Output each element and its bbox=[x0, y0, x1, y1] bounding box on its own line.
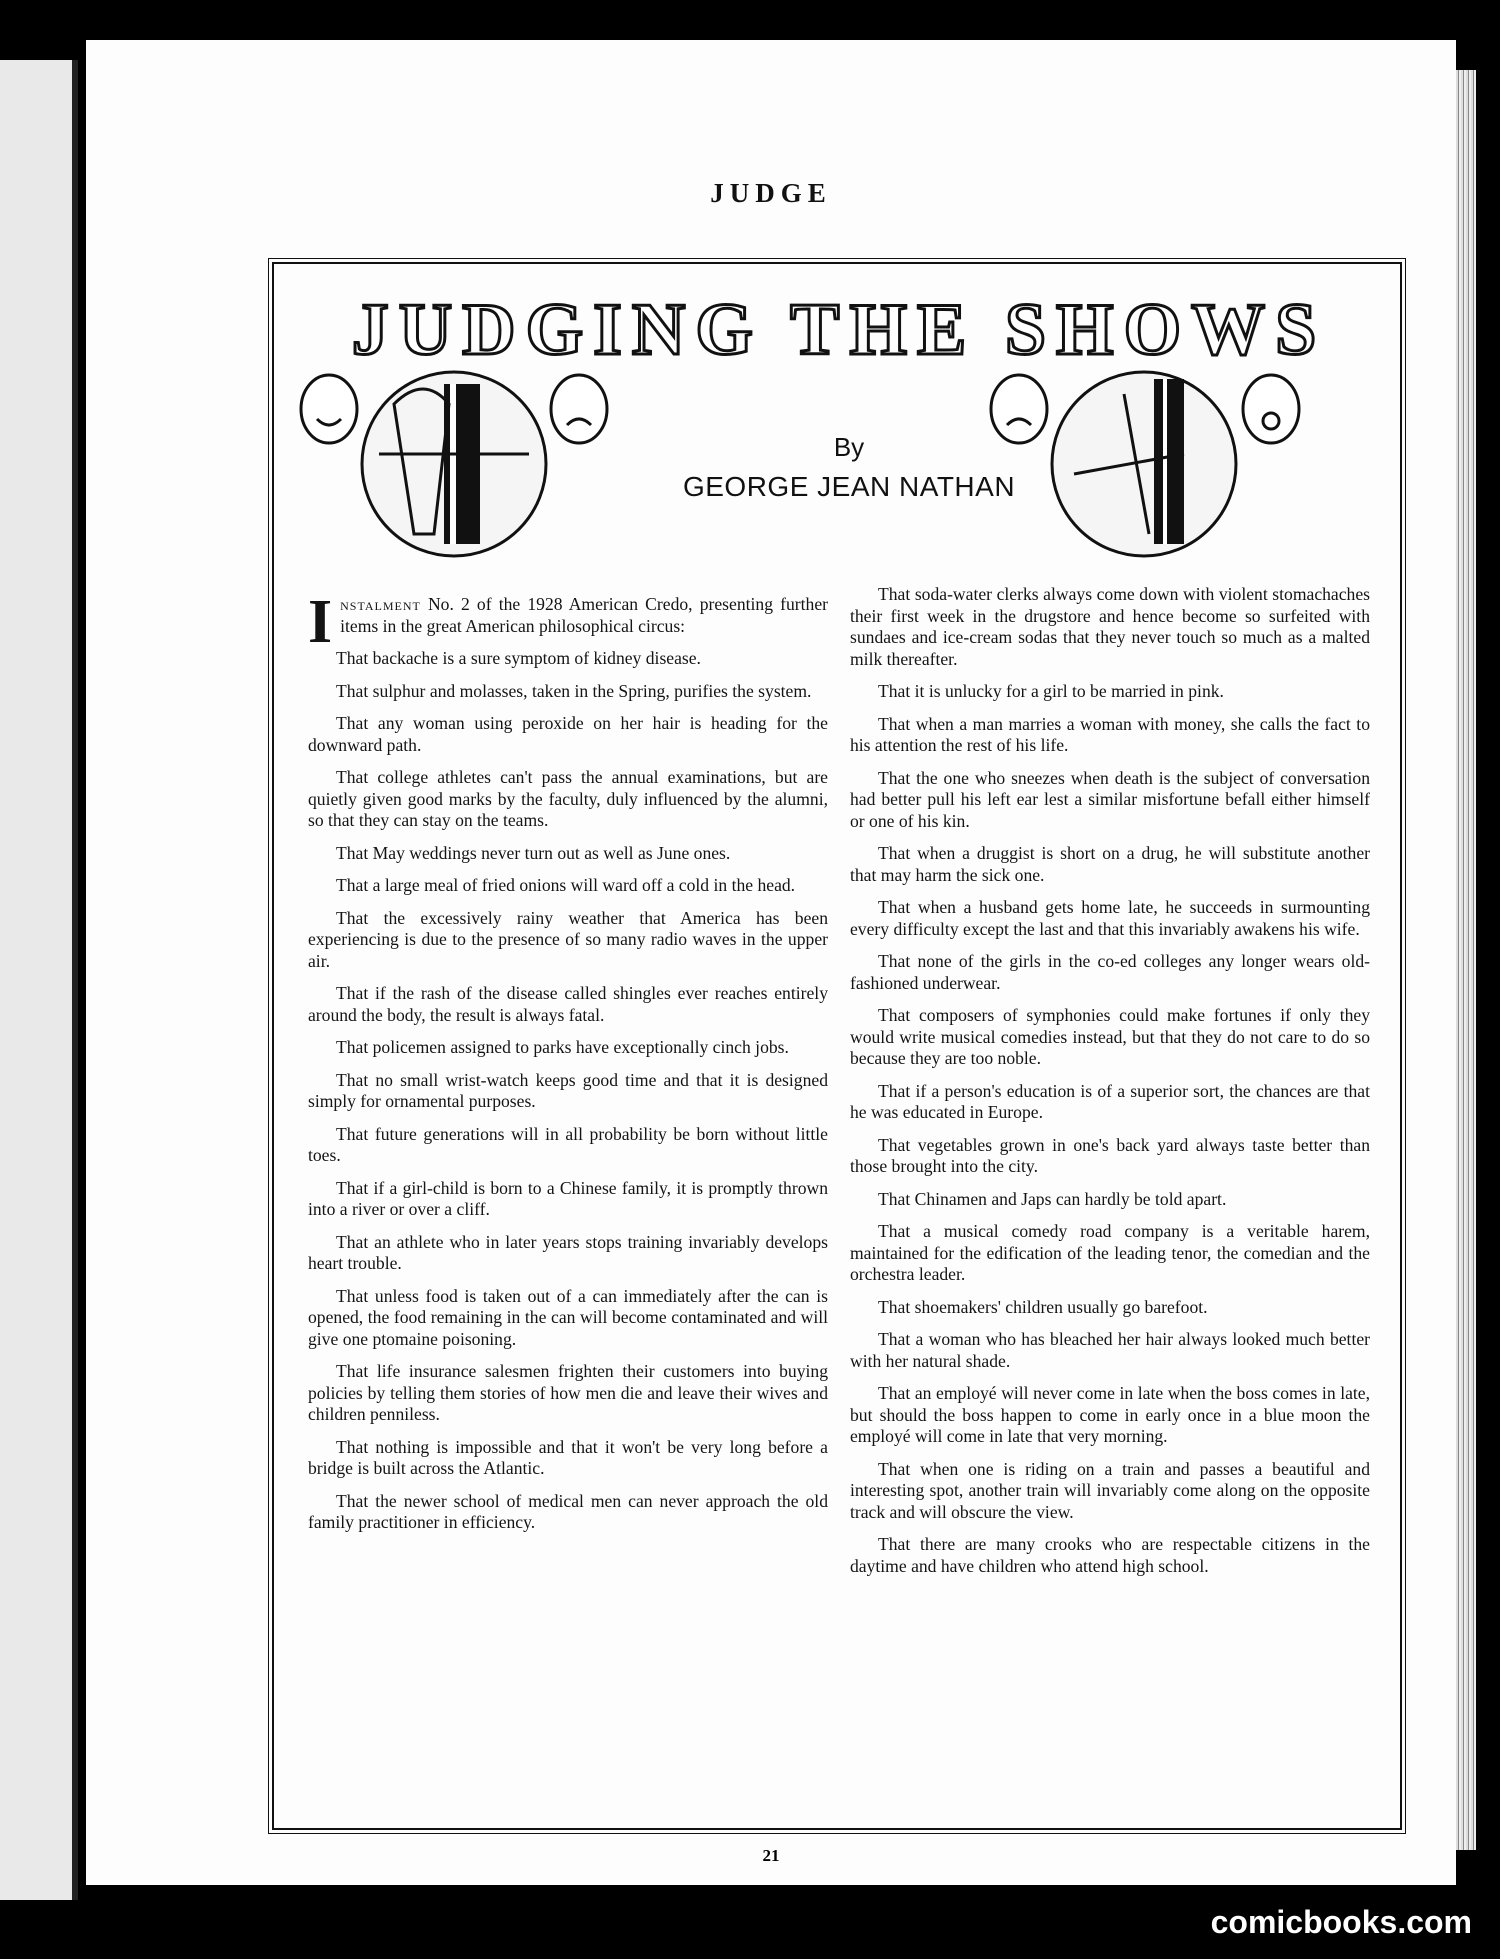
credo-paragraph: That any woman using peroxide on her hair is heading for the downward path. bbox=[308, 713, 828, 755]
credo-paragraph: That if a person's education is of a superior sort, the chances are that he was educated in Europe. bbox=[850, 1080, 1370, 1122]
credo-paragraph: That when one is riding on a train and passes a beautiful and interesting spot, another train will invariably come along on the opposite track and will obscure the view. bbox=[850, 1458, 1370, 1522]
right-paragraph-list bbox=[850, 584, 1370, 1577]
credo-paragraph: That shoemakers' children usually go barefoot. bbox=[878, 1296, 1208, 1317]
credo-paragraph: That college athletes can't pass the annual examinations, but are quietly given good marks by the faculty, duly influenced by the alumni, so that they can stay on the teams. bbox=[308, 767, 828, 830]
byline-by: By bbox=[833, 432, 865, 462]
byline-author: GEORGE JEAN NATHAN bbox=[682, 471, 1016, 502]
credo-paragraph: That a musical comedy road company is a veritable harem, maintained for the edification of the leading tenor, the comedian and the orchestra leader. bbox=[850, 1221, 1370, 1284]
right-theatre-medallion bbox=[1052, 372, 1236, 556]
credo-paragraph: That the excessively rainy weather that America has been experiencing is due to the presence of so many radio waves in the upper air. bbox=[308, 907, 828, 971]
watermark: comicbooks.com bbox=[1210, 1904, 1472, 1940]
credo-paragraph: That sulphur and molasses, taken in the Spring, purifies the system. bbox=[336, 680, 812, 701]
page-stack-edge bbox=[1456, 70, 1476, 1850]
article-frame bbox=[272, 262, 1402, 1830]
credo-paragraph: That an athlete who in later years stops training invariably develops heart trouble. bbox=[308, 1231, 828, 1273]
right-column bbox=[850, 584, 1370, 1588]
credo-paragraph: That none of the girls in the co-ed colleges any longer wears old-fashioned underwear. bbox=[850, 951, 1370, 993]
page-number: 21 bbox=[762, 1846, 780, 1865]
credo-paragraph: That it is unlucky for a girl to be married in pink. bbox=[878, 681, 1224, 701]
credo-paragraph: That the one who sneezes when death is the subject of conversation had better pull his left ear lest a similar misfortune befall either himself or one of his kin. bbox=[850, 767, 1370, 831]
dropcap: I bbox=[308, 588, 333, 656]
credo-paragraph: That vegetables grown in one's back yard always taste better than those brought into the city. bbox=[850, 1134, 1370, 1176]
credo-paragraph: That soda-water clerks always come down with violent stomachaches their first week in the drugstore and hence become so surfeited with sundaes and ice-cream sodas that they never touch so much as a malted milk thereafter. bbox=[850, 584, 1370, 669]
credo-paragraph: That May weddings never turn out as well as June ones. bbox=[336, 842, 731, 863]
left-theatre-medallion bbox=[362, 372, 546, 556]
left-paragraph-list bbox=[308, 648, 828, 1534]
lead-text: No. 2 of the 1928 American Credo, presenting further items in the great American philosophical circus: bbox=[340, 594, 828, 636]
lead-paragraph bbox=[308, 588, 828, 656]
credo-paragraph: That an employé will never come in late when the boss comes in late, but should the boss happen to come in early once in a blue moon the employé will come in late that very morning. bbox=[850, 1383, 1370, 1446]
credo-paragraph: That unless food is taken out of a can immediately after the can is opened, the food remaining in the can will become contaminated and will give one ptomaine poisoning. bbox=[308, 1285, 828, 1349]
title-illustration bbox=[274, 264, 1404, 564]
credo-paragraph: That if a girl-child is born to a Chinese family, it is promptly thrown into a river or over a cliff. bbox=[308, 1177, 828, 1219]
byline bbox=[664, 432, 1034, 503]
credo-paragraph: That when a druggist is short on a drug, he will substitute another that may harm the sick one. bbox=[850, 843, 1370, 885]
credo-paragraph: That a large meal of fried onions will ward off a cold in the head. bbox=[336, 875, 796, 895]
credo-paragraph: That composers of symphonies could make fortunes if only they would write musical comedies instead, but that they do not care to do so because they are too noble. bbox=[850, 1005, 1370, 1068]
credo-paragraph: That future generations will in all probability be born without little toes. bbox=[308, 1123, 828, 1165]
magazine-page bbox=[86, 40, 1456, 1885]
left-page-edge bbox=[0, 60, 78, 1900]
credo-paragraph: That no small wrist-watch keeps good time and that it is designed simply for ornamental purposes. bbox=[308, 1069, 828, 1111]
credo-paragraph: That the newer school of medical men can never approach the old family practitioner in efficiency. bbox=[308, 1490, 828, 1532]
credo-paragraph: That nothing is impossible and that it won't be very long before a bridge is built across the Atlantic. bbox=[308, 1436, 828, 1478]
title-lettering: JUDGING THE SHOWS bbox=[351, 289, 1327, 371]
credo-paragraph: That when a husband gets home late, he succeeds in surmounting every difficulty except the last and that this invariably awakens his wife. bbox=[850, 897, 1370, 939]
credo-paragraph: That when a man marries a woman with money, she calls the fact to his attention the rest of his life. bbox=[850, 713, 1370, 755]
credo-paragraph: That if the rash of the disease called shingles ever reaches entirely around the body, the result is always fatal. bbox=[308, 983, 828, 1025]
credo-paragraph: That backache is a sure symptom of kidney disease. bbox=[336, 648, 701, 668]
credo-paragraph: That life insurance salesmen frighten their customers into buying policies by telling them stories of how men die and leave their wives and children penniless. bbox=[308, 1361, 828, 1424]
running-head: JUDGE bbox=[710, 178, 832, 208]
credo-paragraph: That a woman who has bleached her hair always looked much better with her natural shade. bbox=[850, 1329, 1370, 1371]
credo-paragraph: That Chinamen and Japs can hardly be told apart. bbox=[878, 1188, 1227, 1209]
left-column bbox=[308, 588, 828, 1545]
lead-smallcaps: nstalment bbox=[340, 594, 421, 614]
credo-paragraph: That there are many crooks who are respectable citizens in the daytime and have children who attend high school. bbox=[850, 1534, 1370, 1576]
credo-paragraph: That policemen assigned to parks have exceptionally cinch jobs. bbox=[336, 1037, 789, 1057]
